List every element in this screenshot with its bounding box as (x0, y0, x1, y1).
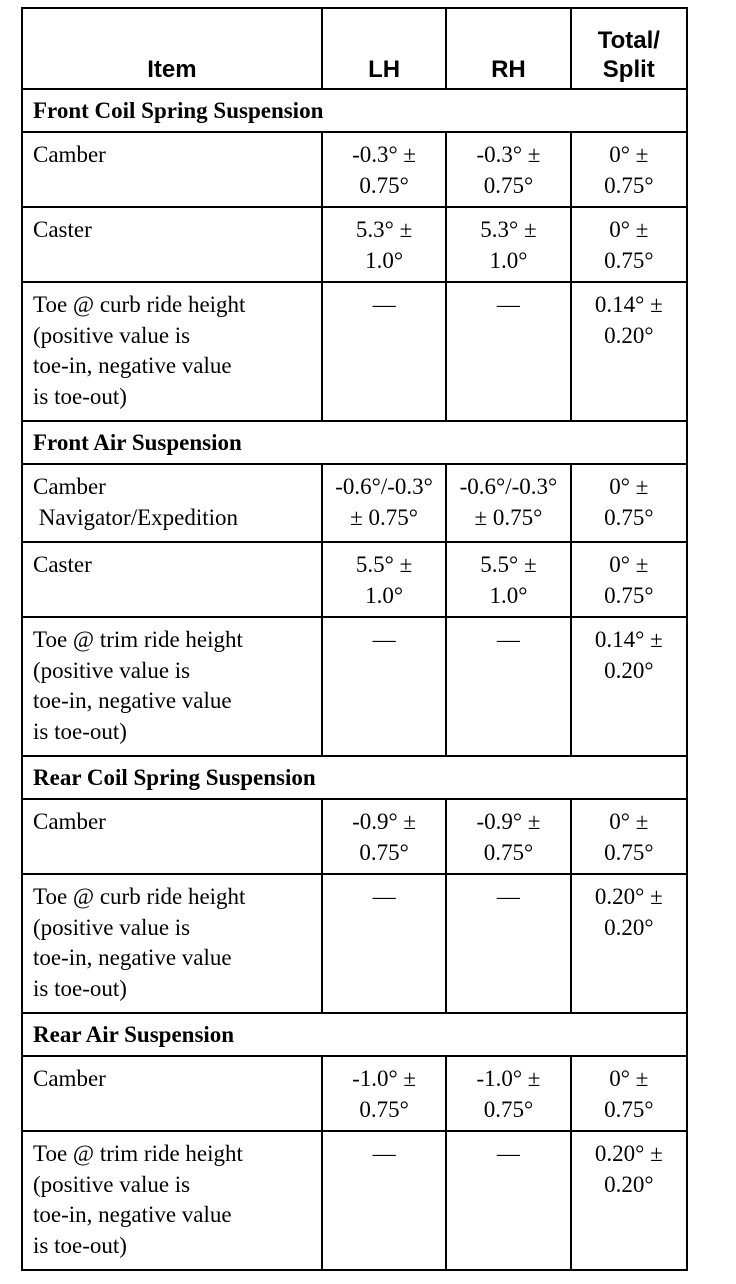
row-item-cell: Camber Navigator/Expedition (22, 464, 322, 542)
section-title: Rear Coil Spring Suspension (22, 756, 687, 799)
table-row (22, 132, 687, 207)
table-row (22, 799, 687, 874)
section-row (22, 89, 687, 132)
row-item-cell: Toe @ curb ride height (positive value is toe-in, negative value is toe-out) (22, 282, 322, 421)
row-total-split-cell: 0.14° ± 0.20° (571, 282, 687, 421)
table-row (22, 207, 687, 282)
row-rh-cell: — (446, 1131, 570, 1270)
row-item-cell: Toe @ trim ride height (positive value is toe-in, negative value is toe-out) (22, 617, 322, 756)
row-item-cell: Toe @ curb ride height (positive value is toe-in, negative value is toe-out) (22, 874, 322, 1013)
row-total-split-cell: 0.14° ± 0.20° (571, 617, 687, 756)
row-item-cell: Camber (22, 132, 322, 207)
header-total-split-line2: Split (602, 56, 655, 83)
row-lh-cell: -0.6°/-0.3° ± 0.75° (322, 464, 446, 542)
row-rh-cell: -1.0° ± 0.75° (446, 1056, 570, 1131)
row-item-cell: Toe @ trim ride height (positive value is toe-in, negative value is toe-out) (22, 1131, 322, 1270)
row-lh-cell: -1.0° ± 0.75° (322, 1056, 446, 1131)
row-lh-cell: — (322, 617, 446, 756)
table-row (22, 617, 687, 756)
row-rh-cell: -0.6°/-0.3° ± 0.75° (446, 464, 570, 542)
table-row (22, 1056, 687, 1131)
table-row (22, 1131, 687, 1270)
row-total-split-cell: 0.20° ± 0.20° (571, 874, 687, 1013)
row-rh-cell: — (446, 282, 570, 421)
row-rh-cell: 5.3° ± 1.0° (446, 207, 570, 282)
row-total-split-cell: 0° ± 0.75° (571, 464, 687, 542)
section-title: Front Air Suspension (22, 421, 687, 464)
row-rh-cell: — (446, 617, 570, 756)
section-title: Front Coil Spring Suspension (22, 89, 687, 132)
row-item-cell: Caster (22, 207, 322, 282)
row-item-cell: Camber (22, 1056, 322, 1131)
row-item-cell: Camber (22, 799, 322, 874)
row-rh-cell: -0.3° ± 0.75° (446, 132, 570, 207)
row-total-split-cell: 0° ± 0.75° (571, 1056, 687, 1131)
row-lh-cell: -0.9° ± 0.75° (322, 799, 446, 874)
row-lh-cell: 5.5° ± 1.0° (322, 542, 446, 617)
table-row (22, 874, 687, 1013)
alignment-spec-table (21, 7, 688, 1271)
section-row (22, 421, 687, 464)
row-lh-cell: — (322, 1131, 446, 1270)
row-rh-cell: — (446, 874, 570, 1013)
section-row (22, 1013, 687, 1056)
row-rh-cell: 5.5° ± 1.0° (446, 542, 570, 617)
table-row (22, 282, 687, 421)
row-total-split-cell: 0° ± 0.75° (571, 132, 687, 207)
row-lh-cell: -0.3° ± 0.75° (322, 132, 446, 207)
header-row (22, 8, 687, 89)
row-total-split-cell: 0° ± 0.75° (571, 207, 687, 282)
row-item-cell: Caster (22, 542, 322, 617)
row-rh-cell: -0.9° ± 0.75° (446, 799, 570, 874)
header-total-split-line1: Total/ (597, 27, 660, 54)
table-row (22, 464, 687, 542)
header-rh: RH (446, 8, 570, 89)
row-lh-cell: — (322, 282, 446, 421)
row-lh-cell: 5.3° ± 1.0° (322, 207, 446, 282)
row-total-split-cell: 0° ± 0.75° (571, 799, 687, 874)
row-total-split-cell: 0.20° ± 0.20° (571, 1131, 687, 1270)
table-row (22, 542, 687, 617)
header-lh: LH (322, 8, 446, 89)
section-title: Rear Air Suspension (22, 1013, 687, 1056)
row-total-split-cell: 0° ± 0.75° (571, 542, 687, 617)
header-total-split (571, 8, 687, 89)
section-row (22, 756, 687, 799)
row-lh-cell: — (322, 874, 446, 1013)
header-item: Item (22, 8, 322, 89)
